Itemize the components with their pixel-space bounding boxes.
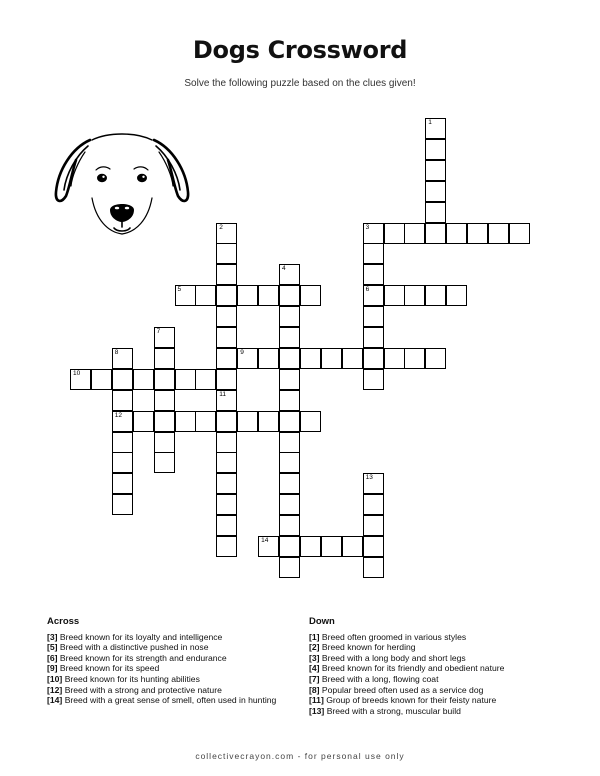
clue-text: Breed with a great sense of smell, often used in hunting [64, 695, 277, 706]
crossword-cell[interactable] [279, 285, 300, 306]
across-clue [47, 663, 279, 674]
crossword-cell[interactable] [133, 369, 154, 390]
page-title: Dogs Crossword [192, 36, 408, 64]
crossword-cell[interactable] [112, 390, 133, 411]
crossword-cell[interactable] [363, 369, 384, 390]
down-clue [309, 706, 549, 717]
crossword-cell[interactable] [363, 494, 384, 515]
crossword-cell[interactable] [425, 223, 446, 244]
crossword-cell[interactable] [342, 536, 363, 557]
down-clue [309, 653, 549, 664]
across-clues [47, 617, 279, 706]
clue-label: [4] [309, 663, 320, 674]
clue-text: Breed known for its friendly and obedient nature [321, 663, 505, 674]
crossword-cell[interactable] [279, 369, 300, 390]
crossword-cell[interactable] [321, 536, 342, 557]
crossword-cell[interactable] [258, 411, 279, 432]
crossword-cell[interactable] [342, 348, 363, 369]
crossword-cell[interactable] [404, 285, 425, 306]
crossword-cell[interactable] [154, 348, 175, 369]
crossword-cell[interactable] [279, 411, 300, 432]
clue-number: 14 [261, 537, 269, 544]
across-clue [47, 653, 279, 664]
crossword-cell[interactable] [425, 118, 446, 139]
crossword-cell[interactable] [216, 223, 237, 244]
crossword-cell[interactable] [112, 452, 133, 473]
clue-number: 3 [365, 223, 370, 231]
across-clue [47, 642, 279, 653]
crossword-cell[interactable] [91, 369, 112, 390]
crossword-cell[interactable] [363, 243, 384, 264]
clue-label: [11] [309, 695, 324, 706]
crossword-cell[interactable] [363, 306, 384, 327]
clue-number: 12 [114, 411, 123, 419]
crossword-cell[interactable] [112, 473, 133, 494]
crossword-cell[interactable] [279, 473, 300, 494]
down-clue [309, 674, 549, 685]
clue-text: Breed often groomed in various styles [321, 631, 467, 642]
crossword-cell[interactable] [363, 327, 384, 348]
clue-label: [3] [309, 652, 320, 663]
crossword-cell[interactable] [237, 348, 258, 369]
crossword-cell[interactable] [216, 327, 237, 348]
crossword-cell[interactable] [154, 452, 175, 473]
crossword-cell[interactable] [300, 536, 321, 557]
crossword-cell[interactable] [154, 390, 175, 411]
crossword-cell[interactable] [321, 348, 342, 369]
clue-text: Breed known for its strength and endurance [59, 652, 227, 663]
down-clue [309, 695, 549, 706]
crossword-cell[interactable] [112, 432, 133, 453]
crossword-cell[interactable] [195, 411, 216, 432]
clue-number: 5 [177, 286, 182, 294]
crossword-cell[interactable] [195, 369, 216, 390]
crossword-cell[interactable] [175, 411, 196, 432]
clue-label: [2] [309, 642, 320, 653]
crossword-cell[interactable] [446, 223, 467, 244]
crossword-cell[interactable] [425, 139, 446, 160]
crossword-cell[interactable] [258, 536, 279, 557]
crossword-cell[interactable] [216, 536, 237, 557]
crossword-cell[interactable] [363, 515, 384, 536]
crossword-cell[interactable] [216, 432, 237, 453]
crossword-cell[interactable] [279, 390, 300, 411]
crossword-cell[interactable] [279, 348, 300, 369]
crossword-cell[interactable] [279, 306, 300, 327]
crossword-cell[interactable] [446, 285, 467, 306]
crossword-cell[interactable] [175, 369, 196, 390]
clue-text: Breed with a distinctive pushed in nose [59, 642, 209, 653]
clue-text: Group of breeds known for their feisty nature [326, 695, 497, 706]
crossword-cell[interactable] [363, 473, 384, 494]
crossword-cell[interactable] [279, 264, 300, 285]
crossword-cell[interactable] [279, 557, 300, 578]
crossword-cell[interactable] [112, 411, 133, 432]
crossword-cell[interactable] [154, 432, 175, 453]
clue-label: [12] [47, 684, 63, 695]
crossword-cell[interactable] [216, 348, 237, 369]
crossword-cell[interactable] [216, 306, 237, 327]
crossword-cell[interactable] [195, 285, 216, 306]
crossword-cell[interactable] [300, 348, 321, 369]
crossword-cell[interactable] [300, 411, 321, 432]
clue-text: Popular breed often used as a service dog [321, 684, 484, 695]
crossword-cell[interactable] [258, 348, 279, 369]
clue-number: 9 [240, 348, 244, 356]
clue-number: 11 [219, 390, 227, 398]
clue-number: 2 [219, 223, 223, 231]
down-clue [309, 663, 549, 674]
down-clue [309, 642, 549, 653]
across-clue [47, 695, 279, 706]
crossword-cell[interactable] [425, 202, 446, 223]
crossword-cell[interactable] [363, 223, 384, 244]
down-heading: Down [309, 616, 335, 627]
clue-text: Breed known for herding [321, 642, 416, 653]
down-clues [309, 617, 549, 716]
crossword-cell[interactable] [404, 223, 425, 244]
crossword-cell[interactable] [216, 264, 237, 285]
crossword-cell[interactable] [363, 264, 384, 285]
across-clue [47, 674, 279, 685]
crossword-cell[interactable] [237, 411, 258, 432]
crossword-cell[interactable] [279, 515, 300, 536]
crossword-cell[interactable] [425, 181, 446, 202]
crossword-cell[interactable] [467, 223, 488, 244]
crossword-cell[interactable] [363, 536, 384, 557]
crossword-cell[interactable] [216, 285, 237, 306]
crossword-cell[interactable] [154, 411, 175, 432]
clue-text: Breed with a strong, muscular build [326, 705, 461, 716]
crossword-cell[interactable] [384, 223, 405, 244]
crossword-cell[interactable] [133, 411, 154, 432]
page-subtitle: Solve the following puzzle based on the clues given! [184, 78, 416, 89]
clue-number: 10 [73, 369, 81, 377]
crossword-cell[interactable] [216, 390, 237, 411]
clue-text: Breed known for its speed [59, 663, 160, 674]
crossword-cell[interactable] [216, 411, 237, 432]
crossword-cell[interactable] [216, 452, 237, 473]
crossword-cell[interactable] [488, 223, 509, 244]
footer-credit: collectivecrayon.com - for personal use only [195, 751, 405, 761]
down-clue [309, 632, 549, 643]
crossword-cell[interactable] [216, 369, 237, 390]
crossword-cell[interactable] [216, 473, 237, 494]
clue-label: [6] [47, 652, 58, 663]
crossword-cell[interactable] [363, 285, 384, 306]
crossword-cell[interactable] [279, 452, 300, 473]
crossword-cell[interactable] [363, 557, 384, 578]
crossword-cell[interactable] [216, 243, 237, 264]
crossword-cell[interactable] [112, 494, 133, 515]
clue-text: Breed known for its hunting abilities [64, 673, 200, 684]
clue-number: 1 [428, 119, 432, 126]
clue-label: [7] [309, 673, 320, 684]
crossword-cell[interactable] [70, 369, 91, 390]
crossword-cell[interactable] [384, 348, 405, 369]
crossword-cell[interactable] [384, 285, 405, 306]
across-heading: Across [47, 616, 80, 627]
clue-text: Breed known for its loyalty and intelligence [59, 631, 223, 642]
crossword-cell[interactable] [425, 285, 446, 306]
clue-label: [1] [309, 631, 320, 642]
clue-number: 4 [282, 265, 286, 273]
crossword-cell[interactable] [279, 494, 300, 515]
crossword-cell[interactable] [509, 223, 530, 244]
clue-label: [14] [47, 695, 63, 706]
across-clue [47, 685, 279, 696]
clue-text: Breed with a strong and protective nature [64, 684, 222, 695]
clue-text: Breed with a long body and short legs [321, 652, 466, 663]
crossword-cell[interactable] [425, 160, 446, 181]
crossword-cell[interactable] [112, 348, 133, 369]
crossword-cell[interactable] [279, 432, 300, 453]
clue-label: [3] [47, 631, 58, 642]
across-clue [47, 632, 279, 643]
crossword-cell[interactable] [279, 536, 300, 557]
crossword-cell[interactable] [300, 285, 321, 306]
crossword-cell[interactable] [237, 285, 258, 306]
clue-number: 6 [365, 286, 370, 294]
crossword-cell[interactable] [175, 285, 196, 306]
crossword-cell[interactable] [363, 348, 384, 369]
clue-number: 7 [156, 328, 161, 335]
clue-label: [8] [309, 684, 320, 695]
clue-text: Breed with a long, flowing coat [321, 673, 439, 684]
clue-number: 8 [114, 348, 119, 356]
crossword-cell[interactable] [216, 494, 237, 515]
crossword-cell[interactable] [404, 348, 425, 369]
crossword-cell[interactable] [112, 369, 133, 390]
crossword-cell[interactable] [154, 327, 175, 348]
crossword-cell[interactable] [154, 369, 175, 390]
crossword-cell[interactable] [279, 327, 300, 348]
clue-label: [13] [309, 705, 325, 716]
down-clue [309, 685, 549, 696]
clue-number: 13 [365, 474, 373, 482]
crossword-cell[interactable] [258, 285, 279, 306]
crossword-cell[interactable] [425, 348, 446, 369]
clue-label: [9] [47, 663, 58, 674]
clue-label: [10] [47, 673, 63, 684]
clue-label: [5] [47, 642, 58, 653]
crossword-cell[interactable] [216, 515, 237, 536]
